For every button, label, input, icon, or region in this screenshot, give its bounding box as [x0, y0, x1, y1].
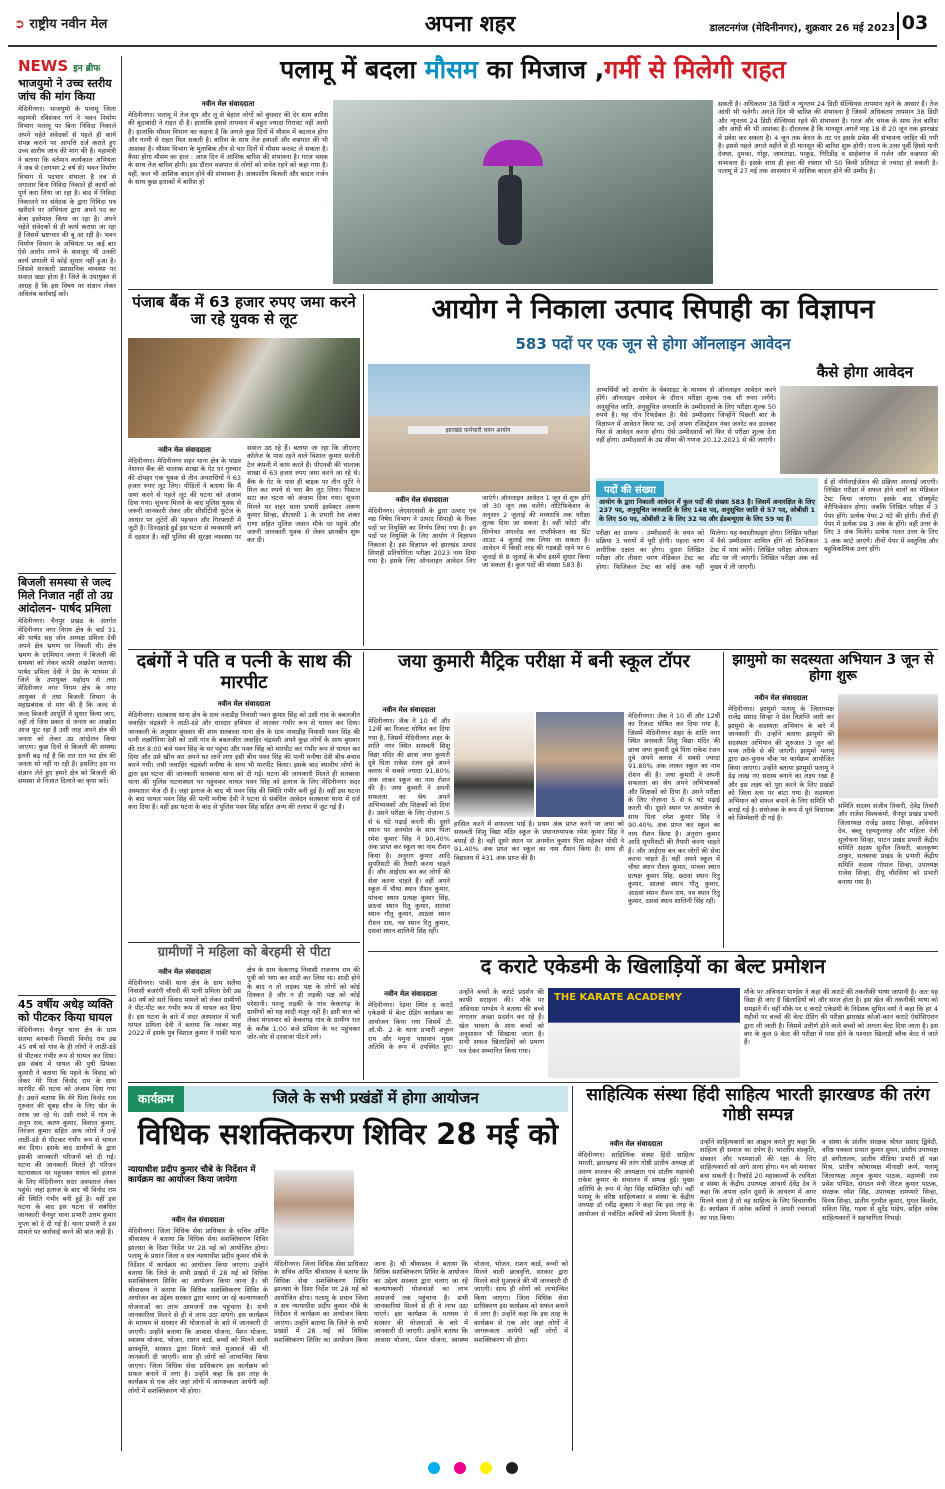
- assault-headline: दबंगों ने पति व पत्नी के साथ की मारपीट: [136, 651, 352, 693]
- legal-camp-headline: विधिक सशक्तिकरण शिविर 28 मई को: [137, 1117, 559, 1151]
- topper-body-2: हासिल करने में सफलता पाई है। प्रथम अंक प्राप्त करने पर जया को सरस्वती शिशु विद्या मंदिर स्कूल के प्रधानाध्यापक रमेश कुमार सिंह ने बधाई दी है। वहीं दूसरे स्थान पर अनमोल कुमार पिता महेश्वर मोधी ने 91.40% अंक प्राप्त कर स्कूल का नाम रौशन किया है। साथ ही विद्यालय में 431 अंक प्राप्त की है।: [454, 820, 624, 862]
- byline: नवीन मेल संवाददाता: [382, 706, 436, 714]
- byline: नवीन मेल संवाददाता: [384, 990, 437, 998]
- villagers-story: [128, 946, 360, 1080]
- building-photo: [368, 364, 590, 492]
- topper-story: [368, 652, 720, 948]
- karate-headline: द कराटे एकेडमी के खिलाड़ियों का बेल्ट प्रमोशन: [480, 954, 826, 978]
- laptop-photo: [780, 386, 938, 474]
- karate-body: मेदिनीनगर। रेड़मा स्थित द कराटे एकेडमी में बेल्ट ग्रेडिंग कार्यक्रम का आयोजन किया गया जिसमें टी. ओ.पी- 2 के थाना प्रभारी शत्रुघ्न राय और यमुना पासवान मुख्य अतिथि के रूप में उपस्थित हुए। उन्होंने बच्चों के कराटे प्रदर्शन की काफी सराहना की। मौके पर अविनाश पाण्डेय ने बताया की बच्चे लगातार अच्छा प्रदर्शन कर रहे हैं। खेल भावना के साथ बच्चों को अनुशासन भी सिखाया जाता है। सभी सफल खिलाड़ियों को प्रमाण पत्र देकर सम्मानित किया गया।: [368, 988, 544, 1055]
- exam-body-2: र्ड हो नॉर्मलाईजेशन की प्रक्रिया अपनाई जाएगी। लिखित परीक्षा में सफल होने वालों का मेडिकल टेस्ट किया जाएगा। इसके बाद डॉक्यूमेंट वेरीफिकेशन होगा। जबकि लिखित परीक्षा में 3 पेपर होंगे। प्रत्येक पेपर 2 घंटे की होगी। तीनों ही पेपर में प्रत्येक प्रश्न 3 अंक के होंगे। वहीं उत्तर के लिए 3 अंक मिलेंगे। प्रत्येक गलत उत्तर के लिए 1 अंक काटे जाएंगे। तीनों पेपर में वस्तुनिष्ठ और बहुविकल्पिक उत्तर होंगे।: [824, 478, 938, 554]
- brief-body: मेदिनीनगर। चैनपुर थाना क्षेत्र के ग्राम सलमा बनकनी निवासी विनोद राम उम्र 45 वर्ष को गांव के ही लोगों ने लाठी-डंडे से पीटकर गंभीर रूप से घायल कर दिया। इस संबंध में घायल की पुत्री प्रियंका कुमारी ने बताया कि पहले के विवाद को लेकर मेरे पिता विनोद राम के साथ मारपीट की घटना को अंजाम दिया गया है। उसने बताया कि मेरे पिता विनोद राम गुरुवार की सुबह शौच के लिए खेत के तरफ जा रहे थे। उसी रास्ते में गांव के अनूप राम, करण कुमार, विशाल कुमार, निरंजन कुमार सहित अन्य लोगों ने उन्हें लाठी-डंडे से पीटकर गंभीर रूप से घायल कर दिया। इसके बाद ग्रामीणों के द्वारा इसकी जानकारी परिजनों को दी गई। घटना की जानकारी मिलते ही परिजन घटनास्थल पर पहुंचकर घायल को इलाज के लिए मेदिनीनगर सदर अस्पताल लेकर पहुंचे। जहां इलाज के बाद भी विनोद राम की स्थिति गंभीर बनी हुई है। वहीं इस घटना के बाद इस घटना से संबंधित जानकारी चैनपुर थाना प्रभारी उत्तम कुमार गुप्ता को दे दी गई है। थाना प्रभारी ने इस मामले पर कार्रवाई करने की बात कही है।: [18, 1026, 116, 1237]
- karate-body-2: मौके पर अविनाश पाण्डेय ने कहा की कराटे की तकनीकी भाषा जापानी है। अतः यह विद्या ही जाए है खिलाड़ियों को और सरल होता है। इस खेल की तकनीकी भाषा को समझने में। वहीं मौके पर द कराटे एकेडमी के निदेशक सुमित वर्मा ने कहा कि हर 4 महीनों पर बच्चों की बेल्ट ग्रेडिंग की परीक्षा झारखंड कोओ-कान कराटे ऐसोसिएशन द्वारा ली जाती है। जिसमें उत्तीर्ण होने वाले बच्चों को अगला बेल्ट दिया जाता है। इस बार के कुल 9 बेल्ट की परीक्षा में पास होने के पश्चात खिलाड़ी ब्लैक बेल्ट में जाते हैं।: [744, 988, 938, 1047]
- dateline: डालटनगंज (मेदिनीनगर), शुक्रवार 26 मई 2023: [709, 23, 895, 34]
- posts-box: [596, 478, 818, 526]
- masthead-logo: ➲ राष्ट्रीय नवीन मेल: [14, 17, 108, 32]
- building-sign: झारखंड कर्मचारी चयन आयोग: [408, 426, 548, 434]
- byline: नवीन मेल संवाददाता: [609, 1140, 663, 1148]
- judge-photo: [274, 1170, 354, 1256]
- brief-body: मेदिनीनगर। चैनपुर प्रखंड के अंतर्गत मेदिनीनगर नगर निगम क्षेत्र के वार्ड 31 की पार्षद सह जोन अध्यक्ष प्रमिला देवी अपने क्षेत्र भ्रमण पर निकली थी। क्षेत्र भ्रमण के दरमियान जनता ने बिजली की समस्या को लेकर काफी आक्रोश जताया। पार्षद प्रमिला देवी ने प्रेस के माध्यम से जिले के उपायुक्त महोदय से तथा मेदिनीनगर नगर निगम क्षेत्र के नगर आयुक्त से तथा बिजली विभाग के महाप्रबंधक से मांग की है कि जल्द से जल्द बिजली आपूर्ति में सुधार किया जाए, नहीं तो जिस प्रकार से जनता का आक्रोश आज फूट रहा है उसी तरह अपने क्षेत्र की जनता को लेकर उग्र आंदोलन किया जाएगा। कुछ दिनों से बिजली की समस्या इतनी बढ़ गई है कि रात रात भर क्षेत्र की जनता सो नहीं पा रही है। इसलिए इस पर संज्ञान लेते हुए हमारे क्षेत्र को बिजली की समस्या से निजात दिलाने का कृपा करें।: [18, 617, 116, 785]
- brief-item: [18, 78, 116, 570]
- byline: नवीन मेल संवाददाता: [201, 100, 255, 108]
- membership-body: मेदिनीनगर। झामुमो पलामू के जिलाध्यक्ष राजेंद्र प्रसाद सिन्हा ने प्रेस विज्ञप्ति जारी कर झामुमो के सदस्यता अभियान के बारे में जानकारी दी। उन्होंने बताया झामुमो की सदस्यता अभियान की शुरुआत 3 जून को भव्य तरीके से की जाएगी। झामुमो पलामू द्वारा छत-चुनाव चौक पर कार्यक्रम आयोजित किया जाएगा। उन्होंने बताया झामुमो पलामू ने डेढ़ लाख नए सदस्य बनाने का लक्ष्य रखा है और इस लक्ष्य को पूरा करने के लिए प्रखंडों को जिला स्तर पर बांटा गया है। सदस्यता अभियान को सफल बनाने के लिए समिति भी बनाई गई है। संयोजक के रूप में पूर्व विधायक को जिम्मेवारी दी गई है।: [728, 705, 834, 823]
- brief-item: [18, 995, 116, 1416]
- byline: नवीन मेल संवाददाता: [158, 446, 211, 454]
- loot-headline: पंजाब बैंक में 63 हजार रुपए जमा करने जा रहे युवक से लूट: [132, 293, 356, 329]
- registration-marks: [0, 1462, 945, 1476]
- byline: नवीन मेल संवाददाता: [171, 1216, 225, 1224]
- news-label: NEWS: [18, 57, 69, 75]
- karate-photo: [548, 988, 740, 1078]
- posts-body: आयोग के द्वारा निकाली आवेदन में कुल पदों की संख्या 583 है। जिसमें अनारक्षित के लिए 237 पद, अनुसूचित जनजाति के लिए 148 पद, अनुसूचित जाति से 57 पद, ओबीसी 1 के लिए 50 पद, ओबीसी 2 के लिए 32 पद और ईडब्ल्यूएस के लिए 59 पद हैं।: [599, 498, 815, 523]
- recruitment-body: मेदिनीनगर। जेएसएससी के द्वारा उत्पाद एवं मद्य निषेध विभाग ने उत्पाद सिपाही के रिक्त पदों पर नियुक्ति का निर्णय लिया गया है। इन पदों पर नियुक्ति के लिए आयोग ने विज्ञापन निकाला है। इस विज्ञापन को झारखंड उत्पाद सिपाही प्रतियोगिता परीक्षा 2023 नाम दिया गया है। इसके लिए ऑनलाइन आवेदन लिए जाएंगे। ऑनलाइन आवेदन 1 जून से शुरू होंगे जो 30 जून तक चलेंगे। नोटिफिकेशन के अनुसार 2 जुलाई की मध्यरात्रि तक परीक्षा शुल्क दिया जा सकता है। वहीं फोटो और सिग्नेचर अपलोड कर एप्लीकेशन का प्रिंट आउट 4 जुलाई तक लिया जा सकता है। आवेदन में किसी तरह की गड़बड़ी रहने पर 6 जुलाई से 8 जुलाई के बीच इसमें सुधार किया जा सकता है। कुल पदों की संख्या 583 है।: [368, 494, 590, 570]
- byline: नवीन मेल संवाददाता: [754, 694, 808, 702]
- topper-body: मेदिनीनगर। जैक ने 10 वीं और 12वीं का रिजल्ट घोषित कर दिया गया है, जिसमें मेदिनीनगर शहर के शांति नगर स्थित सरस्वती शिशु विद्या मंदिर की छात्रा जया कुमारी दुबे पिता राकेश रंजन दुबे अपने क्लास में सबसे ज्यादा 91.80% अंक लाकर स्कूल का नाम रोशन की है। जया कुमारी ने अपनी सफलता का श्रेय अपने अभिभावकों और शिक्षकों को दिया है। उसने परीक्षा के लिए रोज़ाना 5 से 6 घंटे पढ़ाई करती थी। दूसरे स्थान पर अनमोल के साथ पिता रमेश कुमार सिंह ने 90.40% अंक प्राप्त कर स्कूल का नाम रौशन किया है। अनुराग कुमार आदि सुपरिसटी की तैयारी करना चाहते हैं। और आईएस बन कर लोगों की सेवा करना चाहते हैं। वहीं अपने स्कूल में चौथा स्थान रौशन कुमार, पांचवा स्थान प्रत्यक्ष कुमार सिंह, छठवां स्थान रितु कुमार, सातवां स्थान गौतू कुमार, आठवां स्थान रौशन राय, नव स्थान रितु कुमार, दसवां स्थान शालिनी सिंह रहीं।: [368, 717, 450, 936]
- banner-text: THE KARATE ACADEMY: [554, 992, 682, 1003]
- loot-photo: [128, 338, 360, 438]
- weather-headline: पलामू में बदला मौसम का मिजाज ,गर्मी से मिलेगी राहत: [280, 55, 786, 84]
- membership-body-2: समिति सदस्य संजीव तिवारी, देवेंद्र तिवारी और राजेश विश्वकर्मा, चैनपुर प्रखंड प्रभारी जिलाध्यक्ष राजेंद्र प्रसाद सिन्हा, अविनाश देव, बब्लू रहमतुल्लाह और महिला नेत्री सुलोचना सिन्हा, पाटन प्रखंड प्रभारी केंद्रीय समिति सदस्य सुनील तिवारी, बालकृष्ण ठाकुर, सतबरवा प्रखंड के प्रभारी केंद्रीय समिति सदस्य गोपाल सिन्हा, उपाध्यक्ष राजेश सिन्हा, दीपू चौरसिया को प्रभारी बनाया गया है।: [838, 802, 938, 886]
- weather-highlight-2: गर्मी से मिलेगी राहत: [604, 55, 786, 84]
- literature-headline: साहित्यिक संस्था हिंदी साहित्य भारती झारखण्ड की तरंग गोष्ठी सम्पन्न: [586, 1085, 930, 1125]
- program-tag: कार्यक्रम: [128, 1086, 184, 1112]
- legal-camp-subhead: न्यायाधीश प्रदीप कुमार चौबे के निर्देशन में कार्यक्रम का आयोजन किया जायेगा: [128, 1165, 256, 1185]
- weather-body-right: सकती है। अधिकतम 38 डिग्री व न्यूनतम 24 डिग्री सेल्सियस तापमान रहने के आसार हैं। तेज आंधी भी चलेगी। अगले दिन भी बारिश की संभावना है जिसमें अधिकतम तापमान 38 डिग्री और न्यूनतम 24 डिग्री सेल्सियस रहने की संभावना है। गरज और चमक के साथ तेज बारिश और आंधी की भी आशंका है। दौरतलब है कि मानसून अगले माह 18 से 20 जून तक झारखंड में प्रवेश कर सकता है। 4 जून तक केरल के तट पर इसके प्रवेश की संभावना जाहिर की गयी है। इससे पहले अगले महीने से ही मानसून की बारिश शुरू होगी। राज्य के उत्तर पूर्वी हिस्से यानी देवघर, दुमका, गोड्डा, जामताड़ा, पाकुड़, गिरिडीह व साहेबगंज में गर्जन और वज्रपात की संभावना है। इसके साथ ही हवा की रफ्तार भी 50 किमी प्रतिघंटा से ज्यादा हो सकती है। पलामू में 27 मई तक आसमान में आंशिक बादल होने की उम्मीद है।: [718, 100, 938, 176]
- villagers-body: मेदिनीनगर। पांकी थाना क्षेत्र के ग्राम सलैया निवासी बजरंगी चौधरी की पत्नी प्रमिला देवी उम्र 40 वर्ष को सारे विवाद मामले को लेकर ग्रामीणों ने पीट-पीट कर गंभीर रूप से घायल कर दिया है। इस घटना के बारे में सदर अस्पताल में भर्ती घायल प्रमिला देवी ने बताया कि नवंबर माह 2022 में इसके पुत्र विशाल कुमार ने पांकी थाना क्षेत्र के ग्राम केकरगढ़ निवासी राजनाथ राम की पुत्री को भगा कर शादी कर लिया था। शादी होने के बाद न तो लड़का पक्ष के लोगों को कोई दिक्कत है और न ही लड़की पक्ष को कोई परेशानी। परन्तु लड़की के गांव केकरगढ़ के ग्रामीणों को यह शादी मंजूर नहीं है। इसी बात को लेकर मंगलवार को केकरगढ़ गांव के ग्रामीण रात के करीब 1:00 बजे प्रमिला के घर पहुंचकर जोर-जोर से दरवाजा पीटने लगे।: [128, 966, 360, 1042]
- literature-body-2: व संस्था के प्रांतीय संरक्षक श्रीधर प्रसाद द्विवेदी, वरिष्ठ पत्रकार प्रभात कुमार सुमन, प्रांतीय उपाध्यक्ष डॉ संगीतालय, प्रांतीय मीडिया प्रभारी डॉ पन्ना मिश्र, प्रांतीय कोषाध्यक्ष मीनाक्षी कर्ण, पलामू जिलाध्यक्ष अनुज कुमार पाठक, महामंत्री राम प्रवेश पण्डित, संगठन मंत्री नीरज कुमार पाठक, संरक्षक रमेश सिंह, उपाध्यक्ष रामप्यारे सिन्हा, विनय सिन्हा, प्रांतीय गुरमीत कुमार, युगल किशोर, सविता सिंह, गड़वा से सुरेंद्र पांडेय, सहित अनेक साहित्यकारों ने सहभागिता निभाई।: [822, 1138, 938, 1222]
- legal-camp-kicker: जिले के सभी प्रखंडों में होगा आयोजन: [272, 1089, 479, 1108]
- student-photo-2: [536, 712, 624, 817]
- byline: नवीन मेल संवाददाता: [158, 968, 211, 976]
- legal-camp-body: मेदिनीनगर। जिला विधिक सेवा प्राधिकार के सचिव अर्पित श्रीवास्तव ने बताया कि विधिक सेवा सशक्तिकरण शिविर झालसा के दिशा निर्देश पर 28 मई को आयोजित होगा। पलामू के प्रधान जिला व सत्र न्यायाधीश प्रदीप कुमार चौबे के निर्देशन में कार्यक्रम का आयोजन किया जाएगा। उन्होंने बताया कि जिले के सभी प्रखंडों में 28 मई को विधिक सशक्तिकरण शिविर का आयोजन किया जाना है। श्री श्रीवास्तव ने बताया कि विधिक सशक्तिकरण शिविर के आयोजन का उद्देश्य सरकार द्वारा चलाए जा रहे कल्याणकारी योजनाओं का लाभ आमजनों तक पहुंचाना है। सभी जानकारियां मिलने से ही वे लाभ उठा पाएंगे। इस कार्यक्रम के माध्यम से सरकार की योजनाओं के बारे में जानकारी दी जाएगी। उन्होंने बताया कि आवास योजना, पेंशन योजना, स्वास्थ्य योजना, भोजन, राशन कार्ड, बच्चों को मिलने वाली छात्रवृत्ति, सरकार द्वारा मिलने वाले मुआवजे की भी जानकारी दी जाएगी। साथ ही लोगों को लाभान्वित किया जाएगा। जिला विधिक सेवा प्राधिकरण इस कार्यक्रम को सफल बनाने में लगा है। उन्होंने कहा कि इस तरह के कार्यक्रम से एक ओर जहां लोगों में जागरूकता आयेगी वहीं लोगों में सशक्तिकरण भी होगा।: [128, 1227, 268, 1395]
- section-title: अपना शहर: [424, 12, 516, 37]
- loot-body: मेदिनीनगर। मेदिनीनगर शहर थाना क्षेत्र के पांडव नेशनल बैंक की चालाक शाखा के गेट पर गुरुवार की दोपहर एक युवक से तीन अपराधियों ने 63 हजार रुपए लूट लिए। पीड़ितों ने बताया कि मैं जमा करने से पहले लूट की घटना को अंजाम दिया गया। सूचना मिलने के बाद पुलिस युवक से जरूरी जानकारी लेकर और सीसीटीवी फुटेज के आधार पर लुटेरों की पहचान और गिरफ्तारी में जुटी है। दिनदहाड़े हुई इस घटना से व्यवसायी वर्ग में दहशत है। वहीं पुलिस की सुरक्षा व्यवस्था पर सवाल उठ रहे हैं। बताया जा रहा कि जीएलए कॉलेज के पास रहने वाले विशाल कुमार सलोनी टेल कंपनी में काम करते हैं। पीएनबी की चालाक शाखा में 63 हजार रुपए जमा करने जा रहे थे। बैंक के गेट के पास ही बाइक पर तीन लुटेरे ने मिल कर रुपये से भरा बैग लूट लिया। पिस्टल सटा कर घटना को अंजाम दिया गया। सूचना मिलने पर शहर थाना प्रभारी इंस्पेक्टर अरूण कुमार सिन्हा, डीएसपी 1 के प्रभारी रेवा शंकर राणा सहित पुलिस जवान मौके पर पहुंचे और जरूरी जानकारी युवक से लेकर छानबीन शुरू कर दी।: [128, 444, 360, 545]
- exam-body: परीक्षा का प्रारूप : उम्मीदवारों के चयन को प्रक्रिया 3 चरणों में पूरी होगी। पहला चरण शारीरिक दक्षता का होगा। दूसरा लिखित परीक्षा और तीसरा चरण मेडिकल टेस्ट का होगा। फिजिकल टेस्ट का कोई अंक नहीं मिलेगा। यह क्वालीफाइंग होगा। लिखित परीक्षा में वैसे उम्मीदवार शामिल होंगे जो फिजिकल टेस्ट में पास करेंगे। लिखित परीक्षा ओएमआर शीट पर ली जाएगी। लिखित परीक्षा अंक वर्ड मुख्य में ली जाएगी।: [596, 529, 818, 571]
- weather-story: [128, 56, 938, 286]
- rain-photo: [333, 100, 713, 284]
- brief-body: मेदिनीनगर। भाजयुमो के पलामू जिला महामंत्री रविशंकर गर्ग ने भवन निर्माण विभाग पलामू पर बिना निविदा निकाले अपने चहेते संवेदकों से पहले ही कार्य संपन्न कराने पर आपत्ति दर्ज कराते हुए उच्च स्तरीय जांच की मांग की है। महामंत्री ने बताया कि वर्तमान कार्यकाल अभियंता ने जब से (लगभग 2 वर्ष से) भवन निर्माण विभाग में पदभार संभाला है तब से लगातार बिना निविदा निकाले ही कार्यों को पूर्ण करा लिया जा रहा है। बाद में निविदा निकालने पर संवेदक के द्वारा निविदा पत्र खरीदने पर अभियंता द्वारा अपने पद का बेजा इस्तेमाल किया जा रहा है। अपने चहेते संवेदकों से ही कार्य कराया जा रहा है जिसमें भ्रष्टाचार की बू आ रही है। भवन निर्माण विभाग के अभियंता पर कई बार ऐसे आरोप लगने के बावजूद भी उनकी कार्य प्रणाली में कोई सुधार नहीं हुआ है। जिससे सरकारी प्रशासनिक व्यवस्था पर सवाल खड़ा होता है। जिले के उपायुक्त से आग्रह है कि इस विषय पर संज्ञान लेकर अविलंब कार्रवाई करें।: [18, 105, 116, 299]
- legal-camp-story: [128, 1086, 568, 1451]
- weather-highlight: मौसम: [424, 55, 478, 84]
- topper-headline: जया कुमारी मैट्रिक परीक्षा में बनी स्कूल टॉपर: [398, 651, 690, 672]
- membership-story: [728, 652, 938, 948]
- umbrella-icon: [483, 140, 543, 166]
- recruitment-subheadline: 583 पदों पर एक जून से होगा ऑनलाइन आवेदन: [515, 335, 791, 353]
- literature-body: मेदिनीनगर। साहित्यिक संस्था हिंदी साहित्य भारती, झारखण्ड की तरंग गोष्ठी प्रांतीय अध्यक्ष डॉ अरुण सज्जन की अध्यक्षता एवं प्रांतीय महामंत्री राकेश कुमार के संचालन में सम्पन्न हुई। मुख्य अतिथि के रूप में नेहा सिंह सम्मिलित रही। वहीं पलामू के वरिष्ठ साहित्यकार व संस्था के केंद्रीय अध्यक्ष डॉ रवींद्र शुक्ला ने कहा कि इस तरह के आयोजन से नवोदित कवियों को प्रेरणा मिलती है। उन्होंने साहित्यकारों का आह्वान करते हुए कहा कि साहित्य ही समाज का दर्पण है। भारतीय संस्कृति, संस्कार और परम्पराओं की रक्षा के लिए साहित्यकारों को आगे आना होगा। मन को मनाकर बचा सकती है। रिकॉर्ड 20 महाकाव्यों के रचयिता व संस्था के केंद्रीय उपाध्यक्ष आचार्य देवेंद्र देव ने कहा कि अपना दर्शन दूसरों के आचरण में अगर मिलने वाला है तो वह साहित्य के लिए विचारणीय है। कार्यक्रम में अनेक कवियों ने अपनी रचनाओं का पाठ किया।: [578, 1138, 816, 1222]
- loot-story: [128, 294, 360, 646]
- page-number: 03: [897, 12, 931, 40]
- how-to-apply-heading: कैसे होगा आवेदन: [816, 363, 913, 381]
- brief-label: इन ब्रीफ: [73, 64, 101, 74]
- villagers-headline: ग्रामीणों ने महिला को बेरहमी से पीटा: [157, 945, 331, 960]
- recruitment-story: [368, 294, 938, 646]
- brief-headline: 45 वर्षीय अधेड़ व्यक्ति को पीटकर किया घायल: [18, 998, 113, 1024]
- assault-body: मेदिनीनगर। सतबरवा थाना क्षेत्र के ग्राम नवाडीह निवासी पवन कुमार सिंह को उसी गांव के बबलजीत जवाहिर चंद्रवंशी ने लाठी-डंडे और धारदार हथियार से मारकर गंभीर रूप से घायल कर दिया। जानकारी के अनुसार बुधवार की शाम सतबरवा थाना क्षेत्र के ग्राम नावाडीह निवासी पवन सिंह की पत्नी लक्ष्मीनिया देवी को उसी गांव के बबलजीत जवाहिर चंद्रवंशी अपने कुछ लोगों के साथ बुधवार की रात 8:00 बजे पवन सिंह के घर पहुंचा और पवन सिंह को मारपीट कर गंभीर रूप से घायल कर दिया और उसे खींच कर अपने घर लाने लगा इसी बीच पवन सिंह की पत्नी मनीषा देवी बीच-बचाव करने गयी। तभी जवाहिर चंद्रवंशी मनीषा के साथ भी मारपीट किया। इसके बाद स्थानीय लोगों के द्वारा इस घटना की जानकारी सतबरवा थाना को दी गई। घटना की जानकारी मिलते ही सतबरवा थाना की पुलिस घटनास्थल पर पहुंचकर घायल पवन सिंह को इलाज के लिए मेदिनीनगर सदर अस्पताल भेज दी है। जहां इलाज के बाद भी पवन सिंह की स्थिति गंभीर बनी हुई है। वहीं इस घटना के बाद घायल पवन सिंह की पत्नी मनीषा देवी ने घटना से संबंधित आवेदन सतबरवा थाना में दर्ज करा दिया है। वहीं इस घटना के बाद से पुलिस पवन सिंह सहित अन्य की तलाश में जुट गई है।: [128, 711, 360, 812]
- topper-body-3: मेदिनीनगर। जैक ने 10 वीं और 12वीं का रिजल्ट घोषित कर दिया गया है, जिसमें मेदिनीनगर शहर के शांति नगर स्थित सरस्वती शिशु विद्या मंदिर की छात्रा जया कुमारी दुबे पिता राकेश रंजन दुबे अपने क्लास में सबसे ज्यादा 91.80% अंक लाकर स्कूल का नाम रोशन की है। जया कुमारी ने अपनी सफलता का श्रेय अपने अभिभावकों और शिक्षकों को दिया है। उसने परीक्षा के लिए रोज़ाना 5 से 6 घंटे पढ़ाई करती थी। दूसरे स्थान पर अनमोल के साथ पिता रमेश कुमार सिंह ने 90.40% अंक प्राप्त कर स्कूल का नाम रौशन किया है। अनुराग कुमार आदि सुपरिसटी की तैयारी करना चाहते हैं। और आईएस बन कर लोगों की सेवा करना चाहते हैं। वहीं अपने स्कूल में चौथा स्थान रौशन कुमार, पांचवा स्थान प्रत्यक्ष कुमार सिंह, छठवां स्थान रितु कुमार, सातवां स्थान गौतू कुमार, आठवां स्थान रौशन राय, नव स्थान रितु कुमार, दसवां स्थान शालिनी सिंह रहीं।: [628, 712, 720, 905]
- brief-headline: बिजली समस्या से जल्द मिले निजात नहीं तो उग्र आंदोलन- पार्षद प्रमिला: [18, 576, 113, 615]
- masthead: [0, 0, 945, 48]
- posts-heading: पदों की संख्या: [596, 481, 664, 497]
- sidebar-divider: [121, 56, 122, 1451]
- byline: नवीन मेल संवाददाता: [217, 700, 271, 708]
- news-in-brief-column: [18, 56, 116, 1451]
- byline: नवीन मेल संवाददाता: [395, 496, 449, 504]
- membership-headline: झामुमो का सदस्यता अभियान 3 जून से होगा शुरू: [732, 652, 934, 685]
- header-rule: [8, 45, 937, 47]
- recruitment-headline: आयोग ने निकाला उत्पाद सिपाही का विज्ञापन: [431, 294, 875, 325]
- karate-story: [368, 955, 938, 1078]
- legal-camp-body-2: मेदिनीनगर। जिला विधिक सेवा प्राधिकार के सचिव अर्पित श्रीवास्तव ने बताया कि विधिक सेवा सशक्तिकरण शिविर झालसा के दिशा निर्देश पर 28 मई को आयोजित होगा। पलामू के प्रधान जिला व सत्र न्यायाधीश प्रदीप कुमार चौबे के निर्देशन में कार्यक्रम का आयोजन किया जाएगा। उन्होंने बताया कि जिले के सभी प्रखंडों में 28 मई को विधिक सशक्तिकरण शिविर का आयोजन किया जाना है। श्री श्रीवास्तव ने बताया कि विधिक सशक्तिकरण शिविर के आयोजन का उद्देश्य सरकार द्वारा चलाए जा रहे कल्याणकारी योजनाओं का लाभ आमजनों तक पहुंचाना है। सभी जानकारियां मिलने से ही वे लाभ उठा पाएंगे। इस कार्यक्रम के माध्यम से सरकार की योजनाओं के बारे में जानकारी दी जाएगी। उन्होंने बताया कि आवास योजना, पेंशन योजना, स्वास्थ्य योजना, भोजन, राशन कार्ड, बच्चों को मिलने वाली छात्रवृत्ति, सरकार द्वारा मिलने वाले मुआवजे की भी जानकारी दी जाएगी। साथ ही लोगों को लाभान्वित किया जाएगा। जिला विधिक सेवा प्राधिकरण इस कार्यक्रम को सफल बनाने में लगा है। उन्होंने कहा कि इस तरह के कार्यक्रम से एक ओर जहां लोगों में जागरूकता आयेगी वहीं लोगों में सशक्तिकरण भी होगा।: [274, 1260, 568, 1344]
- assault-story: [128, 652, 360, 940]
- literature-story: [578, 1086, 938, 1451]
- how-to-apply-body: अभ्यर्थियों को आयोग के वेबसाइट के माध्यम से ऑनलाइन आवेदन करने होंगे। ऑनलाइन आवेदन के दौरान परीक्षा शुल्क एक सौ रुपए लगेंगे। अनुसूचित जाति, अनुसूचित जनजाति के उम्मीदवारों के लिए परीक्षा शुल्क 50 रुपये है। यह नॉन रिफंडेबल है। वैसे उम्मीदवार जिन्होंने पिछली बार के विज्ञापन में आवेदन किया था, उन्हें अपना रजिस्ट्रेशन नंबर जनरेट कर डालकर फिर से आवेदन करना होगा। ऐसे उम्मीदवारों को फिर से परीक्षा शुल्क देना नहीं होगा। उम्मीदवारों के उम्र सीमा की गणना 20.12.2021 से की जाएगी।: [596, 386, 776, 445]
- pedestrian-icon: [498, 175, 522, 245]
- leader-photo: [838, 694, 938, 798]
- weather-body-left: मेदिनीनगर। पलामू में तेज धूप और लू से बेहाल लोगों को बुधवार की देर शाम बारिश की बूंदाबांदी ने राहत दी है। हालांकि इससे तापमान में बहुत ज्यादा गिरावट नहीं आयी है। हालांकि मौसम विभाग का कहना है कि अगले कुछ दिनों में मौसम में बदलाव होगा और गरमी से राहत मिल सकती है। बारिश के साथ तेज हवाओं और वज्रपात की भी आशंका है। मौसम विभाग के मुताबिक तीन से चार दिनों में मौसम करवट ले सकता है। कैसा होगा मौसम का हाल : आज दिन में आंशिक बारिश की संभावना है। गरज चमक के साथ तेज बारिश होगी। इस दौरान वज्रपात से लोगों को सचेत रहने को कहा गया है। वहीं, कल भी आंशिक बादल होने की संभावना है। आकाशीय बिजली और बादल गर्जन के साथ कुछ इलाकों में बारिश हो: [128, 111, 328, 187]
- student-photo-1: [454, 712, 534, 817]
- brief-headline: भाजयुमो ने उच्च स्तरीय जांच की मांग किया: [18, 77, 112, 103]
- bird-icon: ➲: [14, 17, 25, 32]
- brief-item: [18, 573, 116, 992]
- news-in-brief-header: [18, 56, 116, 78]
